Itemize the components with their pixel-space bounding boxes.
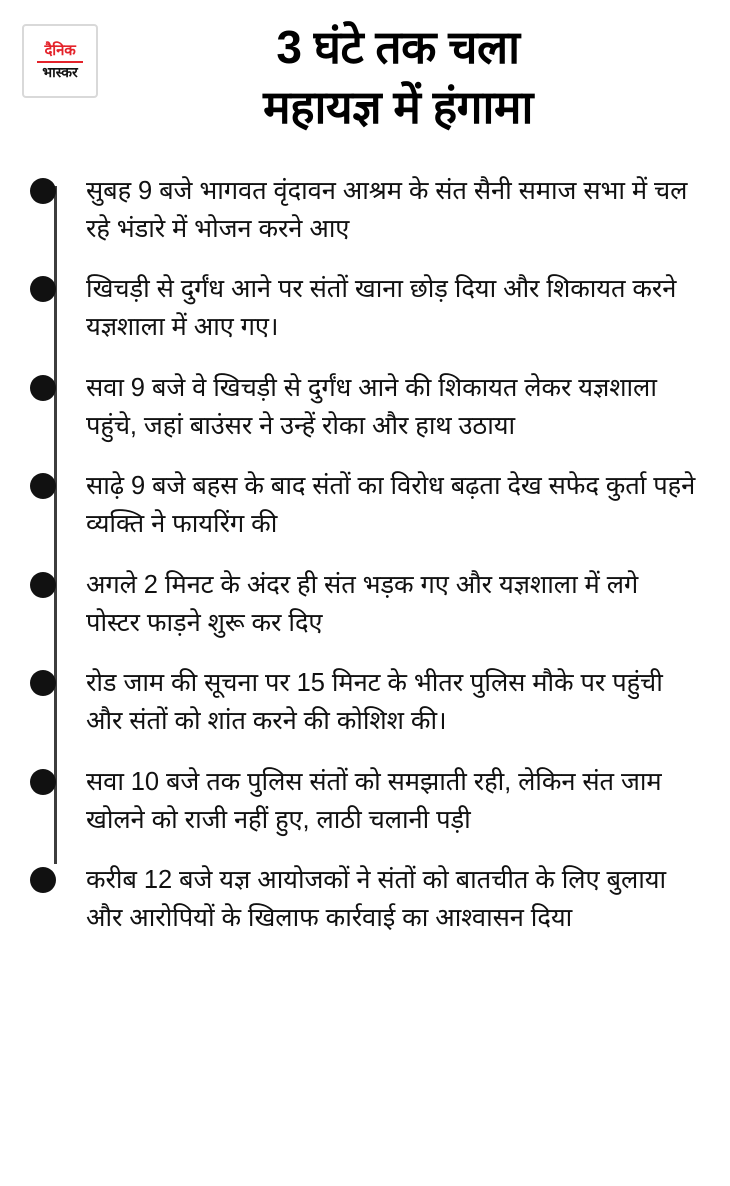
timeline-bullet-wrap <box>0 566 86 598</box>
timeline-item-text: सुबह 9 बजे भागवत वृंदावन आश्रम के संत सैनी समाज सभा में चल रहे भंडारे में भोजन करने आए <box>86 176 688 243</box>
brand-logo-line1: दैनिक <box>44 41 76 59</box>
timeline-item-text: सवा 10 बजे तक पुलिस संतों को समझाती रही, लेकिन संत जाम खोलने को राजी नहीं हुए, लाठी चलानी पड़ी <box>86 767 662 834</box>
timeline-item-text: रोड जाम की सूचना पर 15 मिनट के भीतर पुलिस मौके पर पहुंची और संतों को शांत करने की कोशिश की। <box>86 669 663 736</box>
timeline-item <box>0 270 704 347</box>
timeline-bullet-wrap <box>0 172 86 204</box>
timeline-item-text: करीब 12 बजे यज्ञ आयोजकों ने संतों को बातचीत के लिए बुलाया और आरोपियों के खिलाफ कार्रवाई का आश्वासन दिया <box>86 866 667 933</box>
page-title <box>98 18 704 138</box>
timeline <box>0 172 730 938</box>
timeline-item-text: अगले 2 मिनट के अंदर ही संत भड़क गए और यज्ञशाला में लगे पोस्टर फाड़ने शुरू कर दिए <box>86 570 639 637</box>
timeline-item-text: खिचड़ी से दुर्गंध आने पर संतों खाना छोड़ दिया और शिकायत करने यज्ञशाला में आए गए। <box>86 275 677 342</box>
timeline-item-text: साढ़े 9 बजे बहस के बाद संतों का विरोध बढ़ता देख सफेद कुर्ता पहने व्यक्ति ने फायरिंग की <box>86 472 696 539</box>
brand-logo <box>22 24 98 98</box>
timeline-item <box>0 566 704 643</box>
timeline-item <box>0 369 704 446</box>
bullet-dot-icon <box>30 276 56 302</box>
bullet-dot-icon <box>30 867 56 893</box>
timeline-bullet-wrap <box>0 664 86 696</box>
timeline-item <box>0 664 704 741</box>
bullet-dot-icon <box>30 375 56 401</box>
bullet-dot-icon <box>30 473 56 499</box>
timeline-bullet-wrap <box>0 763 86 795</box>
timeline-bullet-wrap <box>0 467 86 499</box>
timeline-bullet-wrap <box>0 270 86 302</box>
timeline-item <box>0 172 704 249</box>
timeline-bullet-wrap <box>0 861 86 893</box>
bullet-dot-icon <box>30 178 56 204</box>
bullet-dot-icon <box>30 769 56 795</box>
header <box>0 0 730 138</box>
headline-line-2: महायज्ञ में हंगामा <box>263 80 533 133</box>
headline-line-1: 3 घंटे तक चला <box>276 21 520 73</box>
timeline-item-text: सवा 9 बजे वे खिचड़ी से दुर्गंध आने की शिकायत लेकर यज्ञशाला पहुंचे, जहां बाउंसर ने उन्हें रोका और हाथ उठाया <box>86 373 657 440</box>
brand-logo-line2: भास्कर <box>42 63 78 80</box>
timeline-bullet-wrap <box>0 369 86 401</box>
bullet-dot-icon <box>30 572 56 598</box>
timeline-item <box>0 861 704 938</box>
brand-logo-divider <box>37 61 83 63</box>
bullet-dot-icon <box>30 670 56 696</box>
timeline-item <box>0 467 704 544</box>
timeline-item <box>0 763 704 840</box>
